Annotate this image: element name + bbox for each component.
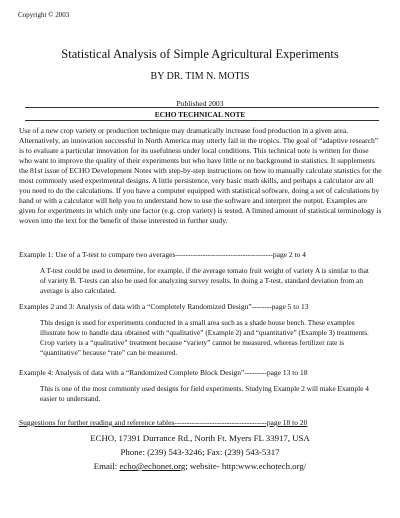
email-link[interactable]: echo@echonet.org <box>119 461 186 471</box>
suggestions-link[interactable]: Suggestions for further reading and reference tables-------------------------------------page 18 to 20 <box>19 418 308 427</box>
website-text: ; website- http:www.echotech.org/ <box>185 461 307 471</box>
published-date: Published 2003 <box>176 99 224 108</box>
rule-bottom <box>25 120 379 121</box>
email-website-line <box>0 461 400 471</box>
example-1-description: A T-test could be used to determine, for example, if the average tomato fruit weight of variety A is similar to that of variety B. T-tests can also be used for analyzing survey results. In doing a T-test, standard deviation from an average is also calculated. <box>40 266 369 295</box>
phone-fax-line: Phone: (239) 543-3246; Fax: (239) 543-5317 <box>120 447 280 457</box>
examples-2-3-description: This design is used for experiments conducted in a small area such as a shade house bench. These examples illustrate how to handle data obtained with “qualitative” (Example 2) and “quantitative” (Example 3) treatments. Crop variety is a “qualitative” treatment because “variety” cannot be measured, whereas fertilizer rate is “quantitative” because “rate” can be measured. <box>40 318 369 357</box>
rule-top <box>25 107 379 108</box>
author-line: BY DR. TIM N. MOTIS <box>150 71 250 82</box>
example-1-heading: Example 1: Use of a T-test to compare two averages---------------------------------------page 2 to 4 <box>19 250 306 259</box>
address-line: ECHO, 17391 Durrance Rd., North Ft. Myers FL 33917, USA <box>90 433 310 443</box>
examples-2-3-heading: Examples 2 and 3: Analysis of data with a “Completely Randomized Design”--------page 5 to 13 <box>19 302 309 311</box>
email-label: Email: <box>93 461 120 471</box>
document-title: Statistical Analysis of Simple Agricultural Experiments <box>61 47 339 61</box>
example-4-description: This is one of the most commonly used designs for field experiments. Studying Example 2 will make Example 4 easier to understand. <box>40 384 369 403</box>
example-4-heading: Example 4: Analysis of data with a “Randomized Complete Block Design”---------page 13 to 18 <box>19 368 308 377</box>
intro-paragraph: Use of a new crop variety or production technique may dramatically increase food production in a given area. Alternatively, an innovation successful in North America may utterly fail in the tropics. The goal of “adaptive research” is to evaluate a particular innovation for its usefulness under local conditions. This technical note is written for those who want to improve the quality of their experiments but who have little or no background in statistics. It supplements the 81st issue of ECHO Development Notes with step-by-step instructions on how to manually calculate statistics for the most commonly used experimental designs. A little persistence, very basic math skills, and perhaps a calculator are all you need to do the calculations. If you have a computer equipped with statistical software, doing a set of calculations by hand or with a calculator will help you to understand how to use the software and interpret the output. Examples are given for experiments in which only one factor (e.g. crop variety) is tested. A limited amount of statistical terminology is woven into the text for the benefit of those interested in further study. <box>19 126 382 225</box>
copyright-notice: Copyright © 2003 <box>18 11 70 19</box>
technical-note-heading: ECHO TECHNICAL NOTE <box>154 110 246 119</box>
